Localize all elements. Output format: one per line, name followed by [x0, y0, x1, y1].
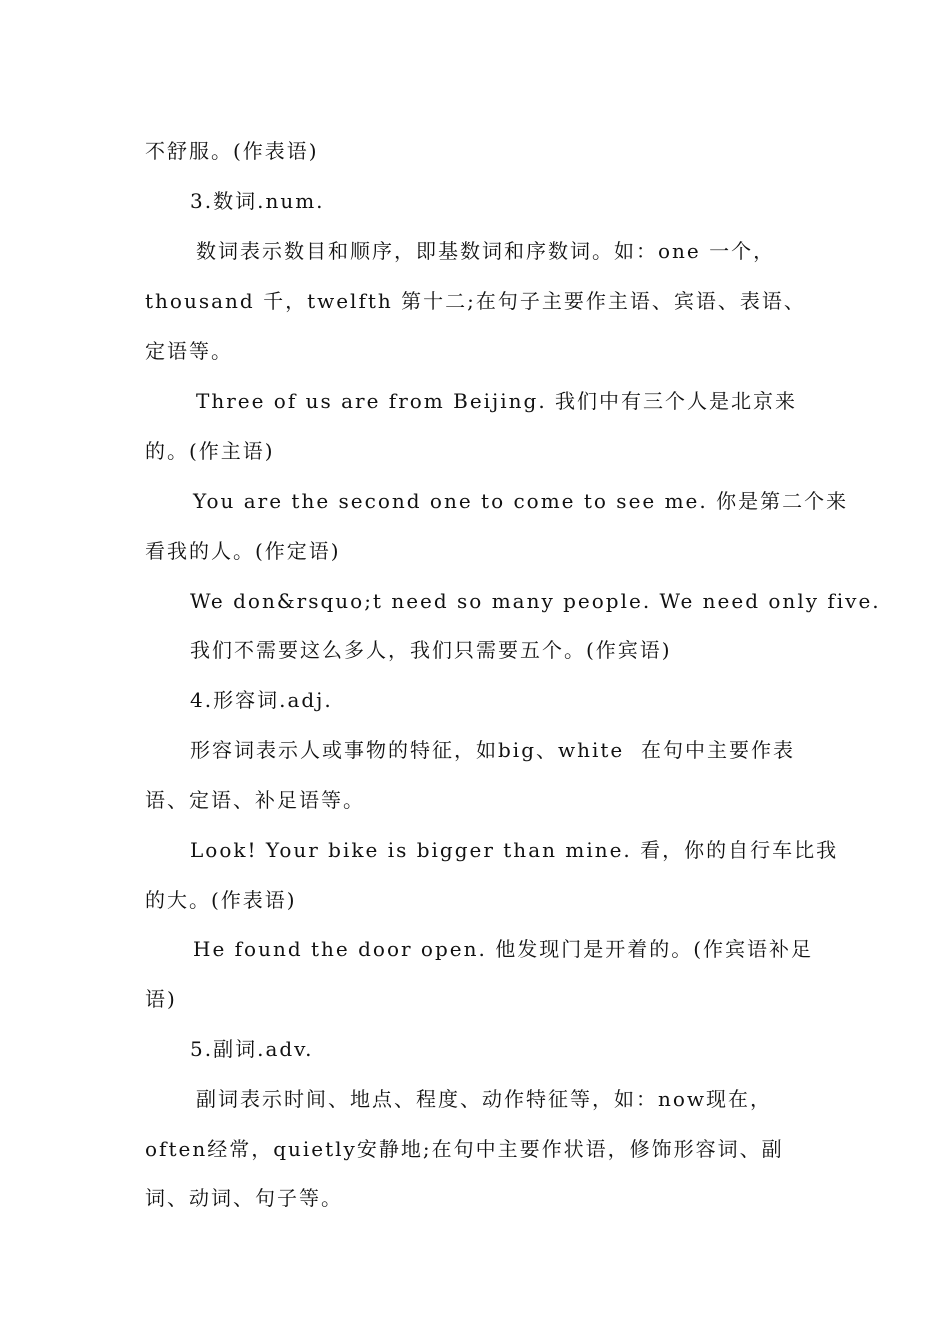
- text-line: 语、定语、补足语等。: [145, 788, 365, 812]
- example-sentence: Look! Your bike is bigger than mine. 看，你的自行车比我: [190, 838, 839, 862]
- text-line: 词、动词、句子等。: [145, 1186, 343, 1210]
- text-line: 我们不需要这么多人，我们只需要五个。(作宾语): [190, 638, 672, 662]
- example-sentence: You are the second one to come to see me. 你是第二个来: [193, 489, 849, 513]
- text-line: 形容词表示人或事物的特征，如big、white 在句中主要作表: [190, 738, 795, 762]
- text-line: thousand 千，twelfth 第十二;在句子主要作主语、宾语、表语、: [145, 289, 806, 313]
- example-sentence: We don&rsquo;t need so many people. We need only five.: [190, 589, 881, 613]
- example-sentence: He found the door open. 他发现门是开着的。(作宾语补足: [193, 937, 813, 961]
- example-sentence: Three of us are from Beijing. 我们中有三个人是北京来: [196, 389, 798, 413]
- text-line: 的。(作主语): [145, 439, 275, 463]
- text-line: 的大。(作表语): [145, 888, 297, 912]
- section-heading-adverb: 5.副词.adv.: [190, 1037, 314, 1061]
- section-heading-adjective: 4.形容词.adj.: [190, 688, 333, 712]
- text-line: often经常，quietly安静地;在句中主要作状语，修饰形容词、副: [145, 1137, 784, 1161]
- text-line: 不舒服。(作表语): [145, 139, 319, 163]
- text-line: 副词表示时间、地点、程度、动作特征等，如：now现在，: [196, 1087, 773, 1111]
- text-line: 看我的人。(作定语): [145, 539, 341, 563]
- text-line: 语): [145, 987, 177, 1011]
- section-heading-numeral: 3.数词.num.: [190, 189, 325, 213]
- text-line: 定语等。: [145, 339, 233, 363]
- text-line: 数词表示数目和顺序，即基数词和序数词。如：one 一个，: [196, 239, 776, 263]
